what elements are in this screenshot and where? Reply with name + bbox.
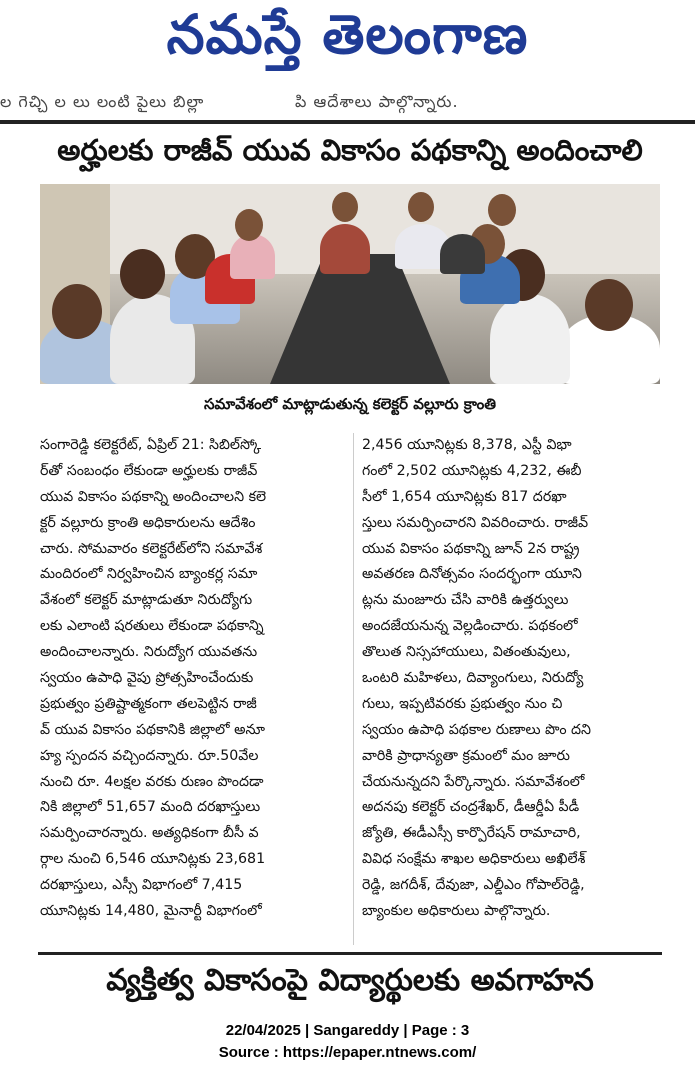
article-line: 2,456 యూనిట్లకు 8,378, ఎస్టీ విభా <box>362 437 572 453</box>
article-line: వ్ యువ వికాసం పథకానికి జిల్లాలో అనూ <box>40 721 265 738</box>
article-line: జ్యోతి, ఈడీఎస్సీ కార్పొరేషన్ రామాచారి, <box>362 825 581 842</box>
article-line: అందించాలన్నారు. నిరుద్యోగ యువతను <box>40 644 258 661</box>
footer-date-edition: 22/04/2025 | Sangareddy | Page : 3 <box>225 1022 470 1039</box>
article-body <box>40 433 660 948</box>
cut-off-text-left: ల గెచ్చి ల లు లంటి పైలు బిల్లా <box>0 92 205 111</box>
article-line: బ్యాంకుల అధికారులు పాల్గొన్నారు. <box>362 903 551 920</box>
meeting-photo <box>40 184 660 384</box>
article-line: లకు ఎలాంటి షరతులు లేకుండా పథకాన్ని <box>40 618 264 635</box>
article-line: స్వయం ఉపాధి పథకాల రుణాలు పొం దని <box>362 721 591 738</box>
article-line: యువ వికాసం పథకాన్ని జూన్ 2న రాష్ట్ర <box>362 540 580 557</box>
article-line: గులు, ఇప్పటివరకు ప్రభుత్వం నుం చి <box>362 695 563 712</box>
article-line: వివిధ సంక్షేమ శాఖల అధికారులు అఖిలేశ్ <box>362 851 586 868</box>
column-divider <box>353 433 354 945</box>
article-line: అదనపు కలెక్టర్ చంద్రశేఖర్, డీఆర్డీఏ పీడీ <box>362 799 580 816</box>
article-line: ట్లను మంజూరు చేసి వారికి ఉత్తర్వులు <box>362 592 569 609</box>
article-line: చారు. సోమవారం కలెక్టరేట్‌లోని సమావేశ <box>40 540 263 557</box>
article-line: వారికి ప్రాధాన్యతా క్రమంలో మం జూరు <box>362 747 570 764</box>
article-line: రెడ్డి, జగదీశ్, దేవుజా, ఎల్డీఎం గోపాల్‌రెడ్డి, <box>362 877 585 894</box>
article-line: ర్‌తో సంబంధం లేకుండా అర్హులకు రాజీవ్ <box>40 462 258 479</box>
article-line: ఒంటరి మహిళలు, దివ్యాంగులు, నిరుద్యో <box>362 670 584 687</box>
article-line: తొలుత నిస్సహాయులు, వితంతువులు, <box>362 644 571 661</box>
article-line: క్టర్ వల్లూరు క్రాంతి అధికారులను ఆదేశిం <box>40 514 256 531</box>
article-line: ర్గాల నుంచి 6,546 యూనిట్లకు 23,681 <box>40 851 266 868</box>
cut-off-text-strip <box>0 86 695 116</box>
article-line: సంగారెడ్డి కలెక్టరేట్, ఏప్రిల్ 21: సిబిల్‌స్కో <box>40 437 262 453</box>
article-line: మందిరంలో నిర్వహించిన బ్యాంకర్ల సమా <box>40 566 258 583</box>
article-line: అందజేయనున్న వెల్లడించారు. పథకంలో <box>362 618 578 635</box>
article-line: నికి జిల్లాలో 51,657 మంది దరఖాస్తులు <box>40 799 261 816</box>
masthead <box>0 0 695 82</box>
footer-source: Source : https://epaper.ntnews.com/ <box>218 1044 477 1061</box>
article-line: గంలో 2,502 యూనిట్లకు 4,232, ఈబీ <box>362 462 582 479</box>
article-line: నుంచి రూ. 4లక్షల వరకు రుణం పొందడా <box>40 773 264 790</box>
article-column-right <box>362 433 667 948</box>
article-line: హ్య స్పందన వచ్చిందన్నారు. రూ.50వేల <box>40 747 259 764</box>
article-line: చేయనున్నదని పేర్కొన్నారు. సమావేశంలో <box>362 773 585 790</box>
article-line: యువ వికాసం పథకాన్ని అందించాలని కలె <box>40 488 267 505</box>
article-line: ప్రభుత్వం ప్రతిష్టాత్మకంగా తలపెట్టిన రాజీ <box>40 695 257 712</box>
article-headline: అర్హులకు రాజీవ్ యువ వికాసం పథకాన్ని అందించాలి <box>57 133 643 167</box>
photo-caption: సమావేశంలో మాట్లాడుతున్న కలెక్టర్ వల్లూరు క్రాంతి <box>203 395 497 413</box>
page-footer <box>0 1020 695 1070</box>
article-column-left <box>40 433 345 948</box>
article-line: సమర్పించారన్నారు. అత్యధికంగా బీసీ వ <box>40 825 259 842</box>
article-line: వేశంలో కలెక్టర్ మాట్లాడుతూ నిరుద్యోగు <box>40 592 253 609</box>
article-line: స్వయం ఉపాధి వైపు ప్రోత్సహించేందుకు <box>40 670 254 687</box>
article-line: దరఖాస్తులు, ఎస్సీ విభాగంలో 7,415 <box>40 877 243 894</box>
newspaper-logo: నమస్తే తెలంగాణ <box>166 2 529 66</box>
article-divider <box>38 952 662 955</box>
article-line: స్తులు సమర్పించారని వివరించారు. రాజీవ్ <box>362 514 589 531</box>
article-line: సీలో 1,654 యూనిట్లకు 817 దరఖా <box>362 488 567 505</box>
article-line: యూనిట్లకు 14,480, మైనార్టీ విభాగంలో <box>40 903 262 920</box>
top-divider <box>0 120 695 124</box>
cut-off-text-right: పి ఆదేశాలు పాల్గొన్నారు. <box>295 92 459 111</box>
article-line: అవతరణ దినోత్సవం సందర్భంగా యూని <box>362 566 582 583</box>
second-article-headline: వ్యక్తిత్వ వికాసంపై విద్యార్థులకు అవగాహన <box>106 963 594 998</box>
